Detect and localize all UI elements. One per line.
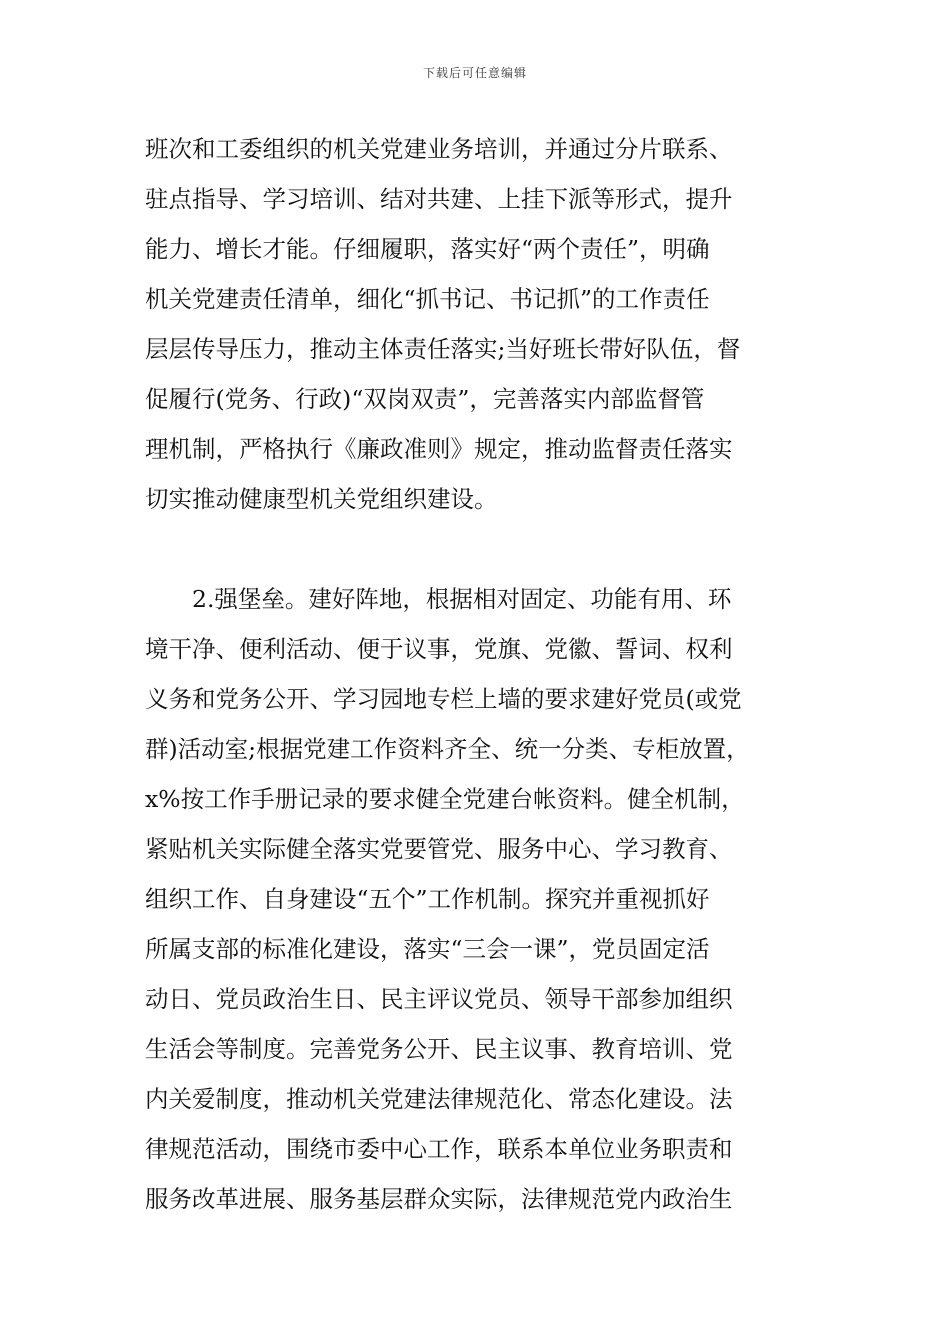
text-line: 能力、增长才能。仔细履职，落实好“两个责任”，明确 bbox=[145, 235, 710, 263]
text-line: 促履行(党务、行政)“双岗双责”，完善落实内部监督管 bbox=[145, 385, 705, 413]
text-line: 2.强堡垒。建好阵地，根据相对固定、功能有用、环 bbox=[192, 585, 732, 613]
text-line: 紧贴机关实际健全落实党要管党、服务中心、学习教育、 bbox=[145, 835, 733, 863]
text-line: 组织工作、自身建设“五个”工作机制。探究并重视抓好 bbox=[145, 885, 710, 913]
text-line: 动日、党员政治生日、民主评议党员、领导干部参加组织 bbox=[145, 985, 733, 1013]
text-line: 层层传导压力，推动主体责任落实;当好班长带好队伍，督 bbox=[145, 335, 741, 363]
text-line: 律规范活动，围绕市委中心工作，联系本单位业务职责和 bbox=[145, 1135, 733, 1163]
text-line: x%按工作手册记录的要求健全党建台帐资料。健全机制， bbox=[145, 785, 745, 813]
text-line: 服务改革进展、服务基层群众实际，法律规范党内政治生 bbox=[145, 1185, 733, 1213]
paragraph-2 bbox=[145, 574, 825, 1224]
text-line: 义务和党务公开、学习园地专栏上墙的要求建好党员(或党 bbox=[145, 685, 742, 713]
text-line: 机关党建责任清单，细化“抓书记、书记抓”的工作责任 bbox=[145, 285, 710, 313]
text-line: 境干净、便利活动、便于议事，党旗、党徽、誓词、权利 bbox=[145, 635, 733, 663]
text-line: 切实推动健康型机关党组织建设。 bbox=[145, 485, 498, 513]
text-line: 理机制，严格执行《廉政准则》规定，推动监督责任落实 bbox=[145, 435, 733, 463]
text-line: 生活会等制度。完善党务公开、民主议事、教育培训、党 bbox=[145, 1035, 733, 1063]
text-line: 内关爱制度，推动机关党建法律规范化、常态化建设。法 bbox=[145, 1085, 733, 1113]
text-line: 班次和工委组织的机关党建业务培训，并通过分片联系、 bbox=[145, 135, 733, 163]
paragraph-1 bbox=[145, 124, 825, 524]
text-line: 所属支部的标准化建设，落实“三会一课”，党员固定活 bbox=[145, 935, 710, 963]
text-line: 驻点指导、学习培训、结对共建、上挂下派等形式，提升 bbox=[145, 185, 733, 213]
header-note: 下载后可任意编辑 bbox=[422, 66, 527, 80]
text-line: 群)活动室;根据党建工作资料齐全、统一分类、专柜放置， bbox=[145, 735, 750, 763]
